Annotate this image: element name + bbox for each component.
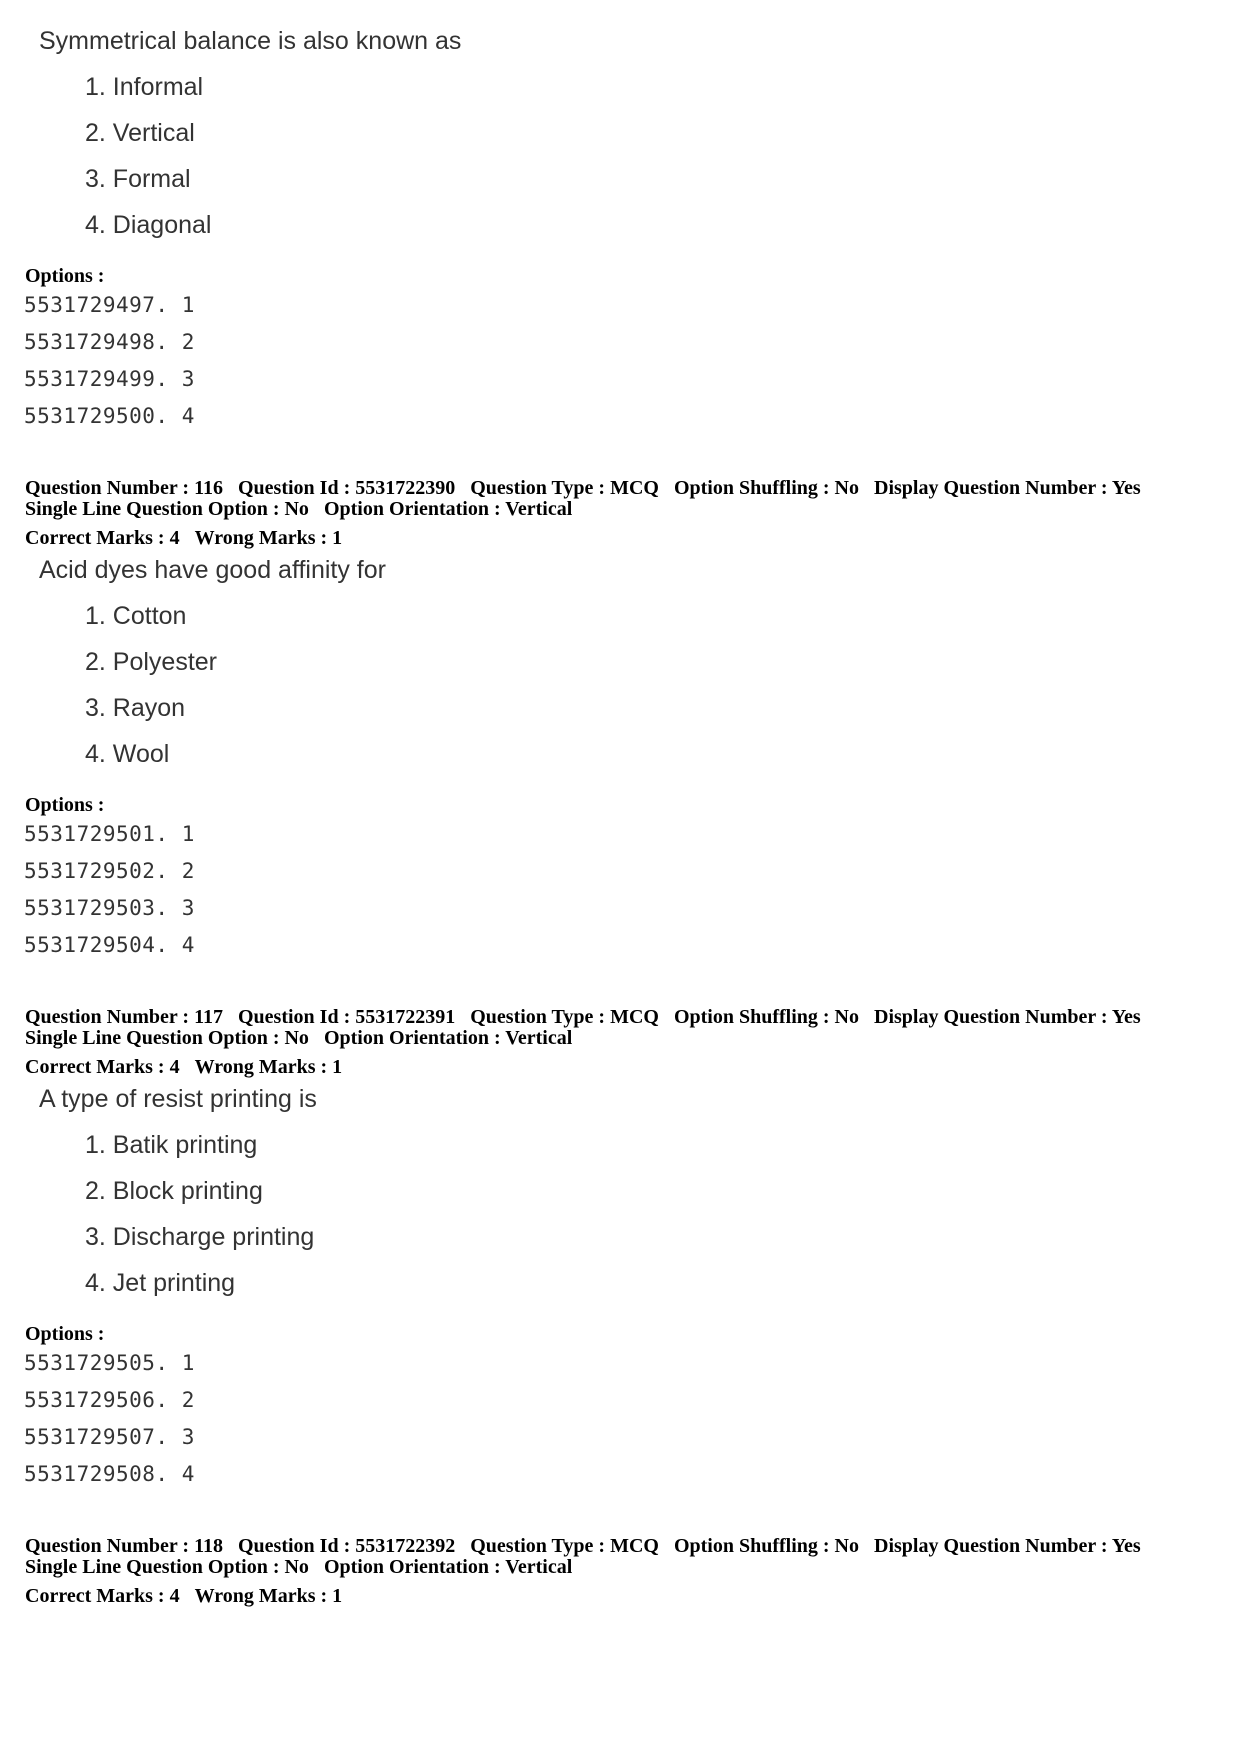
correct-marks: Correct Marks : 4 xyxy=(25,527,180,549)
question-number: Question Number : 116 xyxy=(25,477,223,499)
question-choice: 4. Jet printing xyxy=(85,1269,236,1297)
question-stem: Symmetrical balance is also known as xyxy=(39,27,462,55)
question-choice: 2. Block printing xyxy=(85,1177,263,1205)
question-type: Question Type : MCQ xyxy=(470,1535,659,1557)
question-choice: 1. Informal xyxy=(85,73,204,101)
question-type: Question Type : MCQ xyxy=(470,477,659,499)
option-orientation: Option Orientation : Vertical xyxy=(323,498,573,520)
question-type: Question Type : MCQ xyxy=(470,1006,659,1028)
option-shuffling: Option Shuffling : No xyxy=(673,477,860,499)
single-line-question-option: Single Line Question Option : No xyxy=(25,498,309,520)
question-choice: 1. Cotton xyxy=(85,602,187,630)
option-shuffling: Option Shuffling : No xyxy=(673,1535,860,1557)
question-choice: 2. Polyester xyxy=(85,648,218,676)
single-line-question-option: Single Line Question Option : No xyxy=(25,1556,309,1578)
display-question-number: Display Question Number : Yes xyxy=(874,1006,1141,1028)
question-choice: 4. Diagonal xyxy=(85,211,212,239)
question-stem: Acid dyes have good affinity for xyxy=(39,556,386,584)
wrong-marks: Wrong Marks : 1 xyxy=(194,1585,343,1607)
question-number: Question Number : 117 xyxy=(25,1006,223,1028)
wrong-marks: Wrong Marks : 1 xyxy=(194,527,343,549)
correct-marks: Correct Marks : 4 xyxy=(25,1585,180,1607)
option-id: 5531729508. 4 xyxy=(24,1462,195,1486)
single-line-question-option: Single Line Question Option : No xyxy=(25,1027,309,1049)
option-id: 5531729499. 3 xyxy=(24,367,195,391)
question-meta-line-2 xyxy=(25,1027,572,1049)
question-choice: 3. Rayon xyxy=(85,694,186,722)
question-meta-line-1 xyxy=(25,477,1141,499)
display-question-number: Display Question Number : Yes xyxy=(874,477,1141,499)
question-choice: 3. Formal xyxy=(85,165,191,193)
option-id: 5531729505. 1 xyxy=(24,1351,195,1375)
question-stem: A type of resist printing is xyxy=(39,1085,317,1113)
question-choice: 1. Batik printing xyxy=(85,1131,258,1159)
correct-marks: Correct Marks : 4 xyxy=(25,1056,180,1078)
question-meta-line-1 xyxy=(25,1006,1141,1028)
question-choice: 2. Vertical xyxy=(85,119,195,147)
question-marks-line xyxy=(25,1056,342,1078)
question-meta-line-2 xyxy=(25,1556,572,1578)
option-id: 5531729504. 4 xyxy=(24,933,195,957)
option-id: 5531729497. 1 xyxy=(24,293,195,317)
display-question-number: Display Question Number : Yes xyxy=(874,1535,1141,1557)
question-id: Question Id : 5531722392 xyxy=(237,1535,456,1557)
option-id: 5531729500. 4 xyxy=(24,404,195,428)
option-id: 5531729502. 2 xyxy=(24,859,195,883)
options-heading: Options : xyxy=(25,794,105,816)
option-id: 5531729501. 1 xyxy=(24,822,195,846)
options-heading: Options : xyxy=(25,1323,105,1345)
option-shuffling: Option Shuffling : No xyxy=(673,1006,860,1028)
question-meta-line-1 xyxy=(25,1535,1141,1557)
option-orientation: Option Orientation : Vertical xyxy=(323,1556,573,1578)
wrong-marks: Wrong Marks : 1 xyxy=(194,1056,343,1078)
question-choice: 4. Wool xyxy=(85,740,170,768)
options-heading: Options : xyxy=(25,265,105,287)
question-id: Question Id : 5531722391 xyxy=(237,1006,456,1028)
question-marks-line xyxy=(25,1585,342,1607)
option-id: 5531729503. 3 xyxy=(24,896,195,920)
option-id: 5531729506. 2 xyxy=(24,1388,195,1412)
option-id: 5531729498. 2 xyxy=(24,330,195,354)
option-orientation: Option Orientation : Vertical xyxy=(323,1027,573,1049)
question-marks-line xyxy=(25,527,342,549)
question-number: Question Number : 118 xyxy=(25,1535,223,1557)
question-id: Question Id : 5531722390 xyxy=(237,477,456,499)
question-choice: 3. Discharge printing xyxy=(85,1223,315,1251)
question-meta-line-2 xyxy=(25,498,572,520)
option-id: 5531729507. 3 xyxy=(24,1425,195,1449)
